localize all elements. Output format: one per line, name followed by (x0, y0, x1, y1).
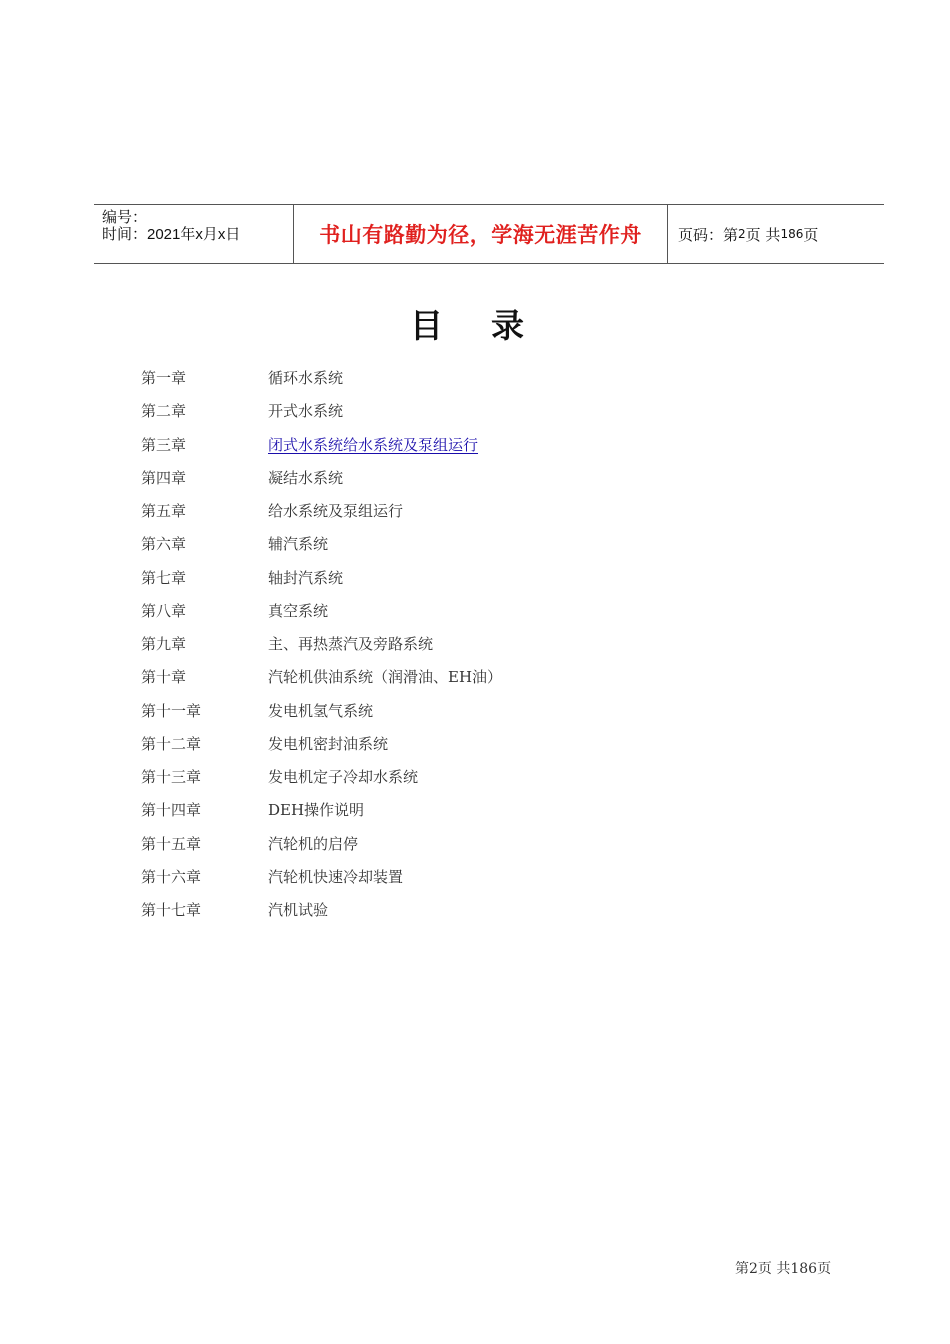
toc-row (141, 699, 841, 732)
toc-chapter-label: 第十章 (141, 668, 187, 687)
toc-chapter-label: 第三章 (141, 435, 187, 454)
toc-title: 汽轮机供油系统（润滑油、EH油） (268, 668, 503, 687)
toc-title: 给水系统及泵组运行 (268, 502, 404, 520)
toc-chapter-label: 第十五章 (141, 834, 202, 853)
toc-title: 循环水系统 (268, 369, 344, 387)
toc-chapter-label: 第十七章 (141, 901, 202, 919)
toc-row (141, 732, 841, 765)
toc-chapter-label: 第四章 (141, 468, 187, 487)
toc-row (141, 765, 841, 798)
header-number-label: 编号： (102, 209, 148, 226)
toc-title: 辅汽系统 (268, 535, 329, 554)
toc-title: 轴封汽系统 (268, 568, 344, 587)
page-footer: 第2页 共186页 (735, 1261, 832, 1277)
toc-chapter-label: 第十一章 (141, 701, 202, 720)
toc-title: DEH操作说明 (268, 801, 365, 820)
table-of-contents (141, 366, 841, 931)
toc-chapter-label: 第十三章 (141, 768, 202, 786)
header-page-mid: 页 共 (745, 225, 781, 244)
toc-row (141, 665, 841, 698)
header-page-current: 2 (738, 227, 746, 241)
toc-row (141, 366, 841, 399)
toc-row (141, 399, 841, 432)
toc-row (141, 898, 841, 931)
header-info-cell (94, 205, 294, 263)
toc-chapter-label: 第十六章 (141, 867, 202, 886)
toc-chapter-label: 第二章 (141, 402, 187, 421)
toc-chapter-label: 第十四章 (141, 801, 202, 820)
toc-row (141, 532, 841, 565)
toc-title: 开式水系统 (268, 402, 344, 421)
toc-row (141, 433, 841, 466)
toc-chapter-label: 第十二章 (141, 734, 202, 753)
page-title: 目录 (410, 306, 572, 345)
toc-chapter-label: 第六章 (141, 535, 187, 554)
header-page-total: 186 (780, 227, 804, 241)
toc-row (141, 798, 841, 831)
toc-chapter-label: 第九章 (141, 635, 187, 653)
toc-title: 汽轮机快速冷却装置 (268, 867, 404, 886)
header-page-cell (668, 205, 884, 263)
toc-row (141, 599, 841, 632)
toc-title: 发电机氢气系统 (268, 701, 374, 720)
toc-row (141, 566, 841, 599)
toc-title: 主、再热蒸汽及旁路系统 (268, 635, 434, 653)
toc-title: 发电机定子冷却水系统 (268, 768, 419, 786)
toc-row (141, 865, 841, 898)
toc-chapter-label: 第一章 (141, 369, 187, 387)
toc-title: 汽机试验 (268, 901, 329, 919)
toc-chapter-label: 第五章 (141, 502, 187, 520)
header-page-prefix: 页码：第 (678, 225, 739, 244)
toc-row (141, 832, 841, 865)
header-motto-cell (294, 205, 668, 263)
toc-title-link[interactable]: 闭式水系统给水系统及泵组运行 (268, 435, 479, 454)
toc-row (141, 632, 841, 665)
toc-title: 发电机密封油系统 (268, 734, 389, 753)
toc-chapter-label: 第八章 (141, 601, 187, 620)
toc-title: 汽轮机的启停 (268, 834, 359, 853)
header-page-suffix: 页 (803, 225, 819, 244)
toc-row (141, 499, 841, 532)
header-time-label: 时间：2021年x月x日 (102, 226, 241, 243)
toc-chapter-label: 第七章 (141, 568, 187, 587)
toc-row (141, 466, 841, 499)
toc-title: 凝结水系统 (268, 468, 344, 487)
header-motto: 书山有路勤为径，学海无涯苦作舟 (319, 223, 642, 247)
document-header (94, 204, 884, 264)
toc-title: 真空系统 (268, 601, 329, 620)
